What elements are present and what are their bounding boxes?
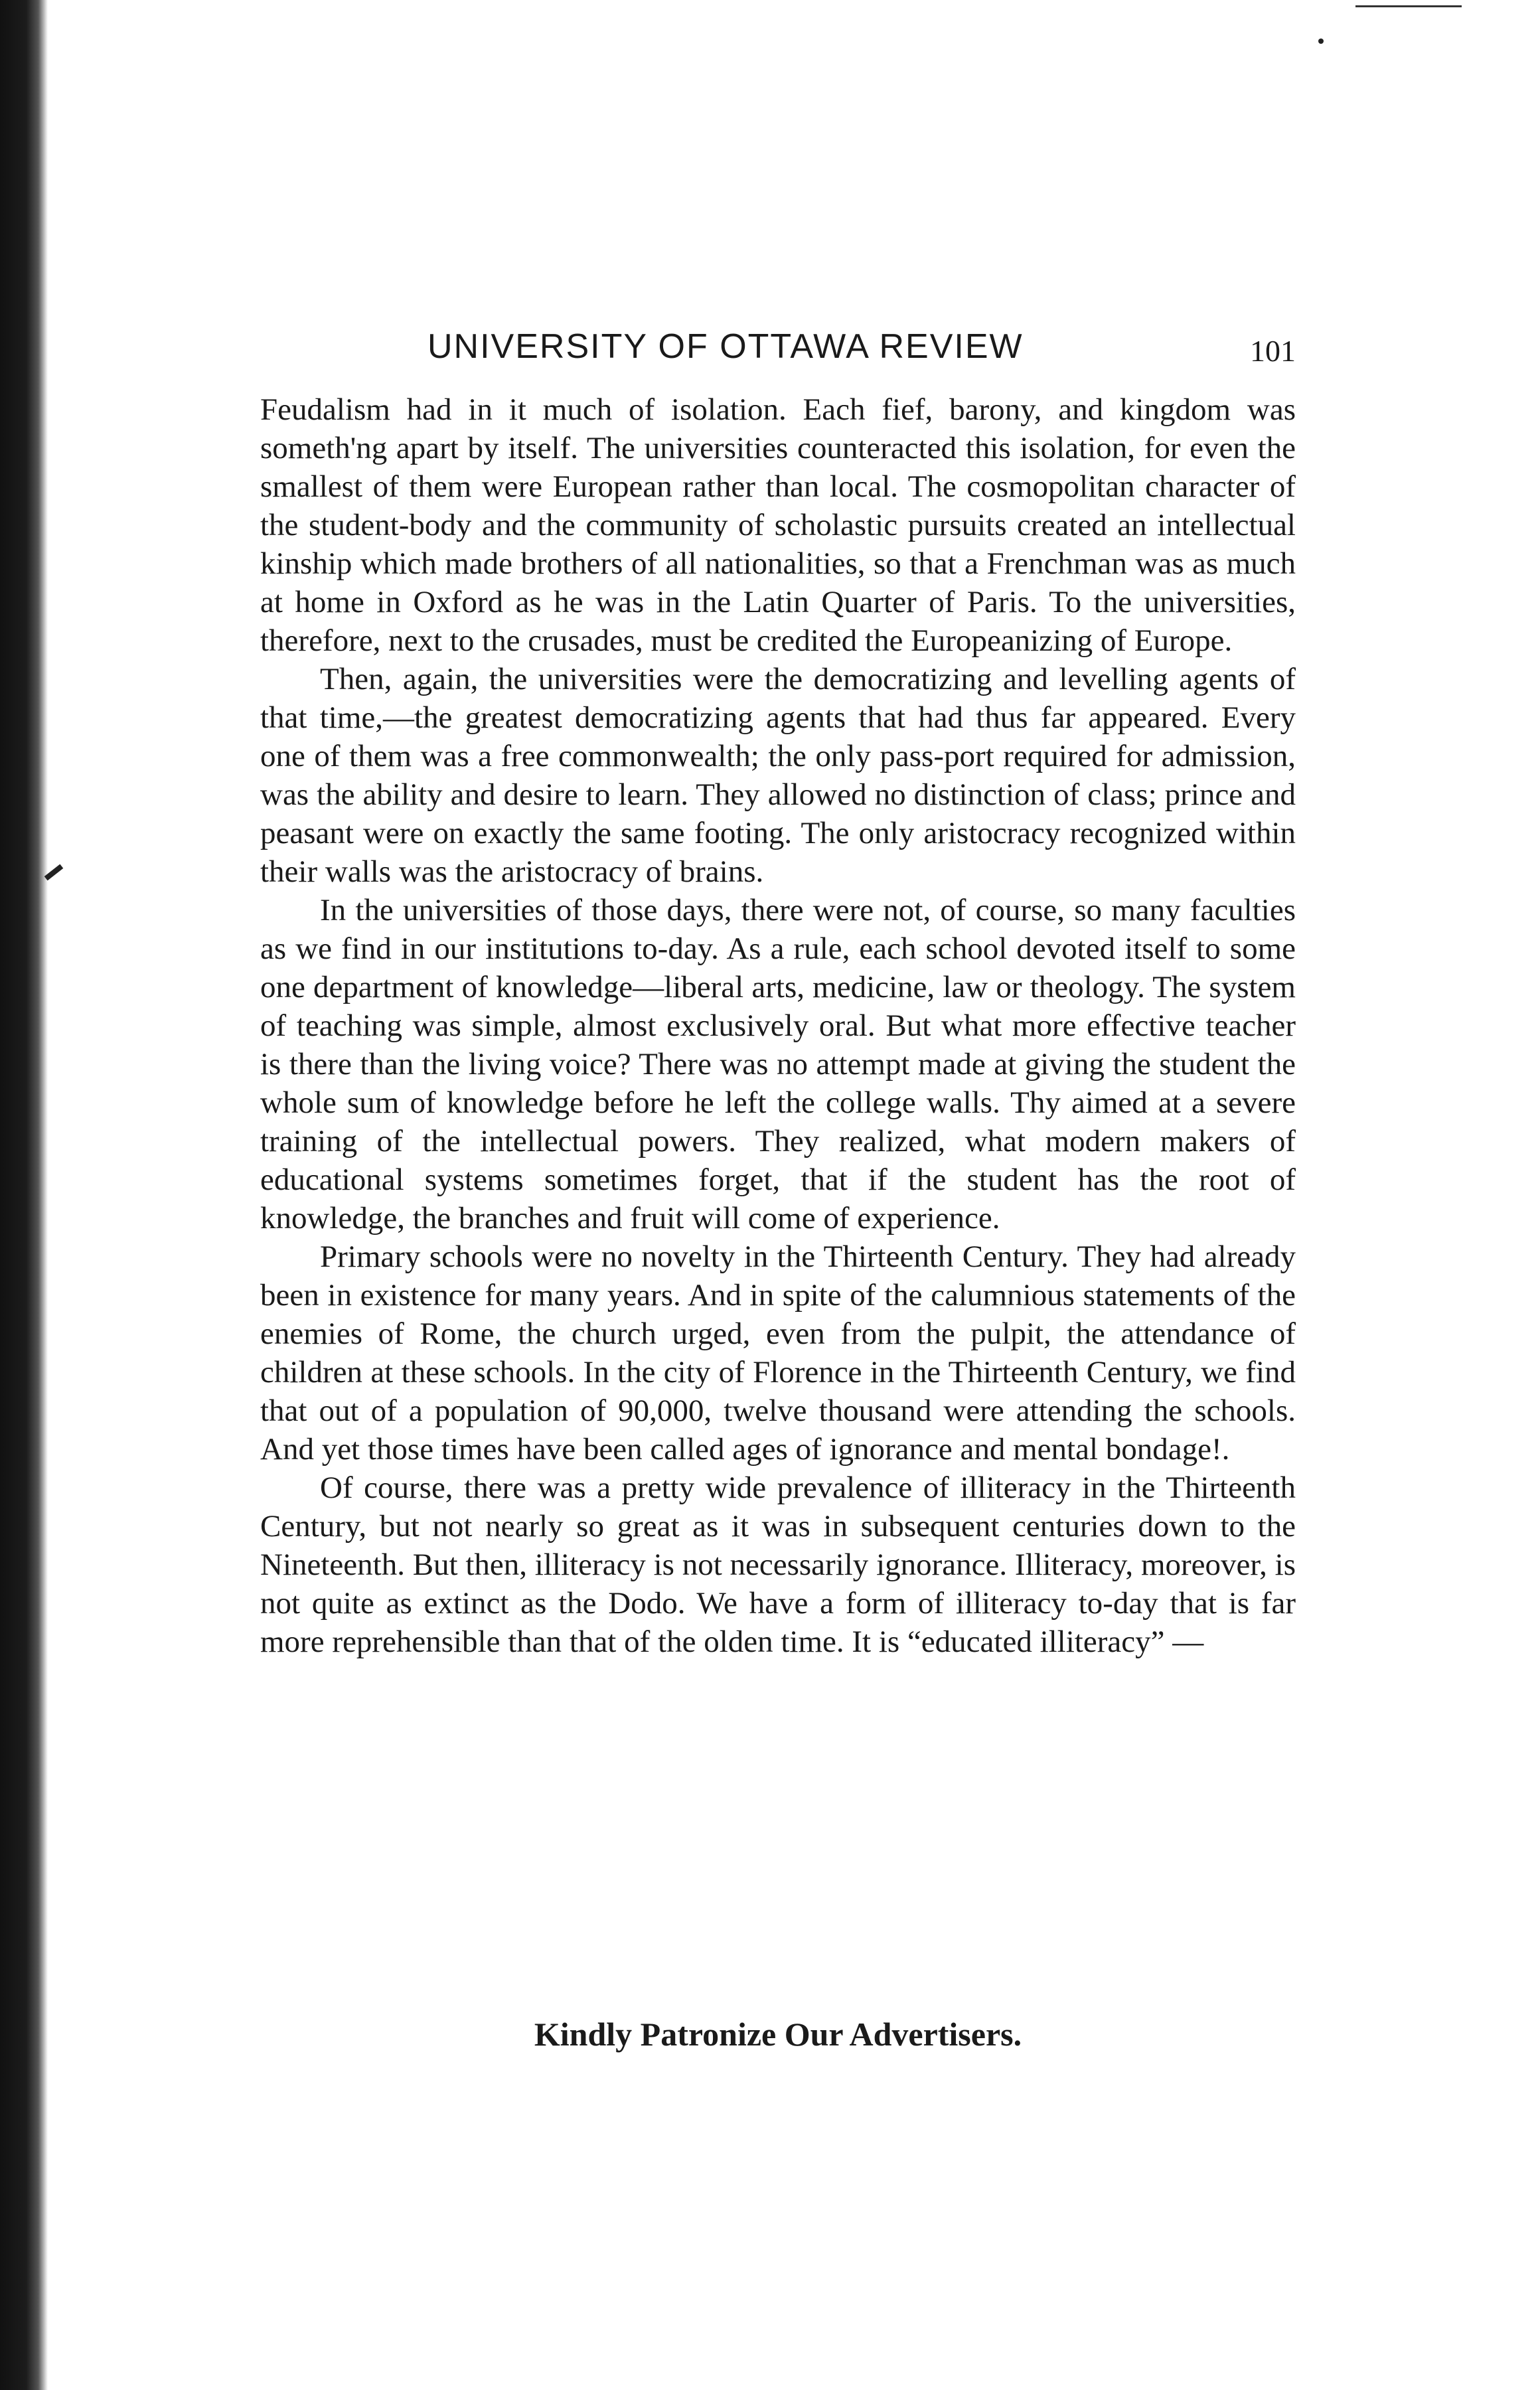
paragraph-feudalism: Feudalism had in it much of isolation. Each fief, barony, and kingdom was someth'ng apart by itself. The universities counteracted this isolation, for even the smallest of them were European rather than local. The cosmopolitan character of the student-body and the community of scholastic pursuits created an intellectual kinship which made brothers of all nationalities, so that a Frenchman was as much at home in Oxford as he was in the Latin Quarter of Paris. To the universities, therefore, next to the crusades, must be credited the Europeanizing of Europe. (260, 392, 1296, 658)
scan-artifact-dot (1318, 39, 1324, 44)
running-title: UNIVERSITY OF OTTAWA REVIEW (427, 327, 1024, 366)
paragraph-democratizing: Then, again, the universities were the democratizing and levelling agents of that time,—the greatest democratizing agents that had thus far appeared. Every one of them was a free commonwealth; the only pass-port required for admission, was the ability and desire to learn. They allowed no distinction of class; prince and peasant were on exactly the same footing. The only aristocracy recognized within their walls was the aristocracy of brains. (260, 662, 1296, 889)
article-text (260, 390, 1296, 1661)
scan-artifact-rule (1355, 5, 1462, 7)
paragraph-faculties: In the universities of those days, there were not, of course, so many faculties as we find in our institutions to-day. As a rule, each school devoted itself to some one department of knowledge—liberal arts, medicine, law or theology. The system of teaching was simple, almost exclusively oral. But what more effective teacher is there than the living voice? There was no attempt made at giving the student the whole sum of knowledge before he left the college walls. Thy aimed at a severe training of the intellectual powers. They realized, what modern makers of educational systems sometimes forget, that if the student has the root of knowledge, the branches and fruit will come of experience. (260, 893, 1296, 1235)
scanned-binding-edge (0, 0, 48, 2390)
page-header (260, 320, 1296, 380)
advertisers-notice: Kindly Patronize Our Advertisers. (534, 2016, 1022, 2053)
page-number: 101 (1250, 334, 1296, 368)
paragraph-primary-schools: Primary schools were no novelty in the Thirteenth Century. They had already been in existence for many years. And in spite of the calumnious statements of the enemies of Rome, the church urged, even from the pulpit, the attendance of children at these schools. In the city of Florence in the Thirteenth Century, we find that out of a population of 90,000, twelve thousand were attending the schools. And yet those times have been called ages of ignorance and mental bondage!. (260, 1239, 1296, 1467)
paragraph-illiteracy: Of course, there was a pretty wide prevalence of illiteracy in the Thirteenth Century, but not nearly so great as it was in subsequent centuries down to the Nineteenth. But then, illiteracy is not necessarily ignorance. Illiteracy, moreover, is not quite as extinct as the Dodo. We have a form of illiteracy to-day that is far more reprehensible than that of the olden time. It is “educated illiteracy” — (260, 1471, 1296, 1659)
